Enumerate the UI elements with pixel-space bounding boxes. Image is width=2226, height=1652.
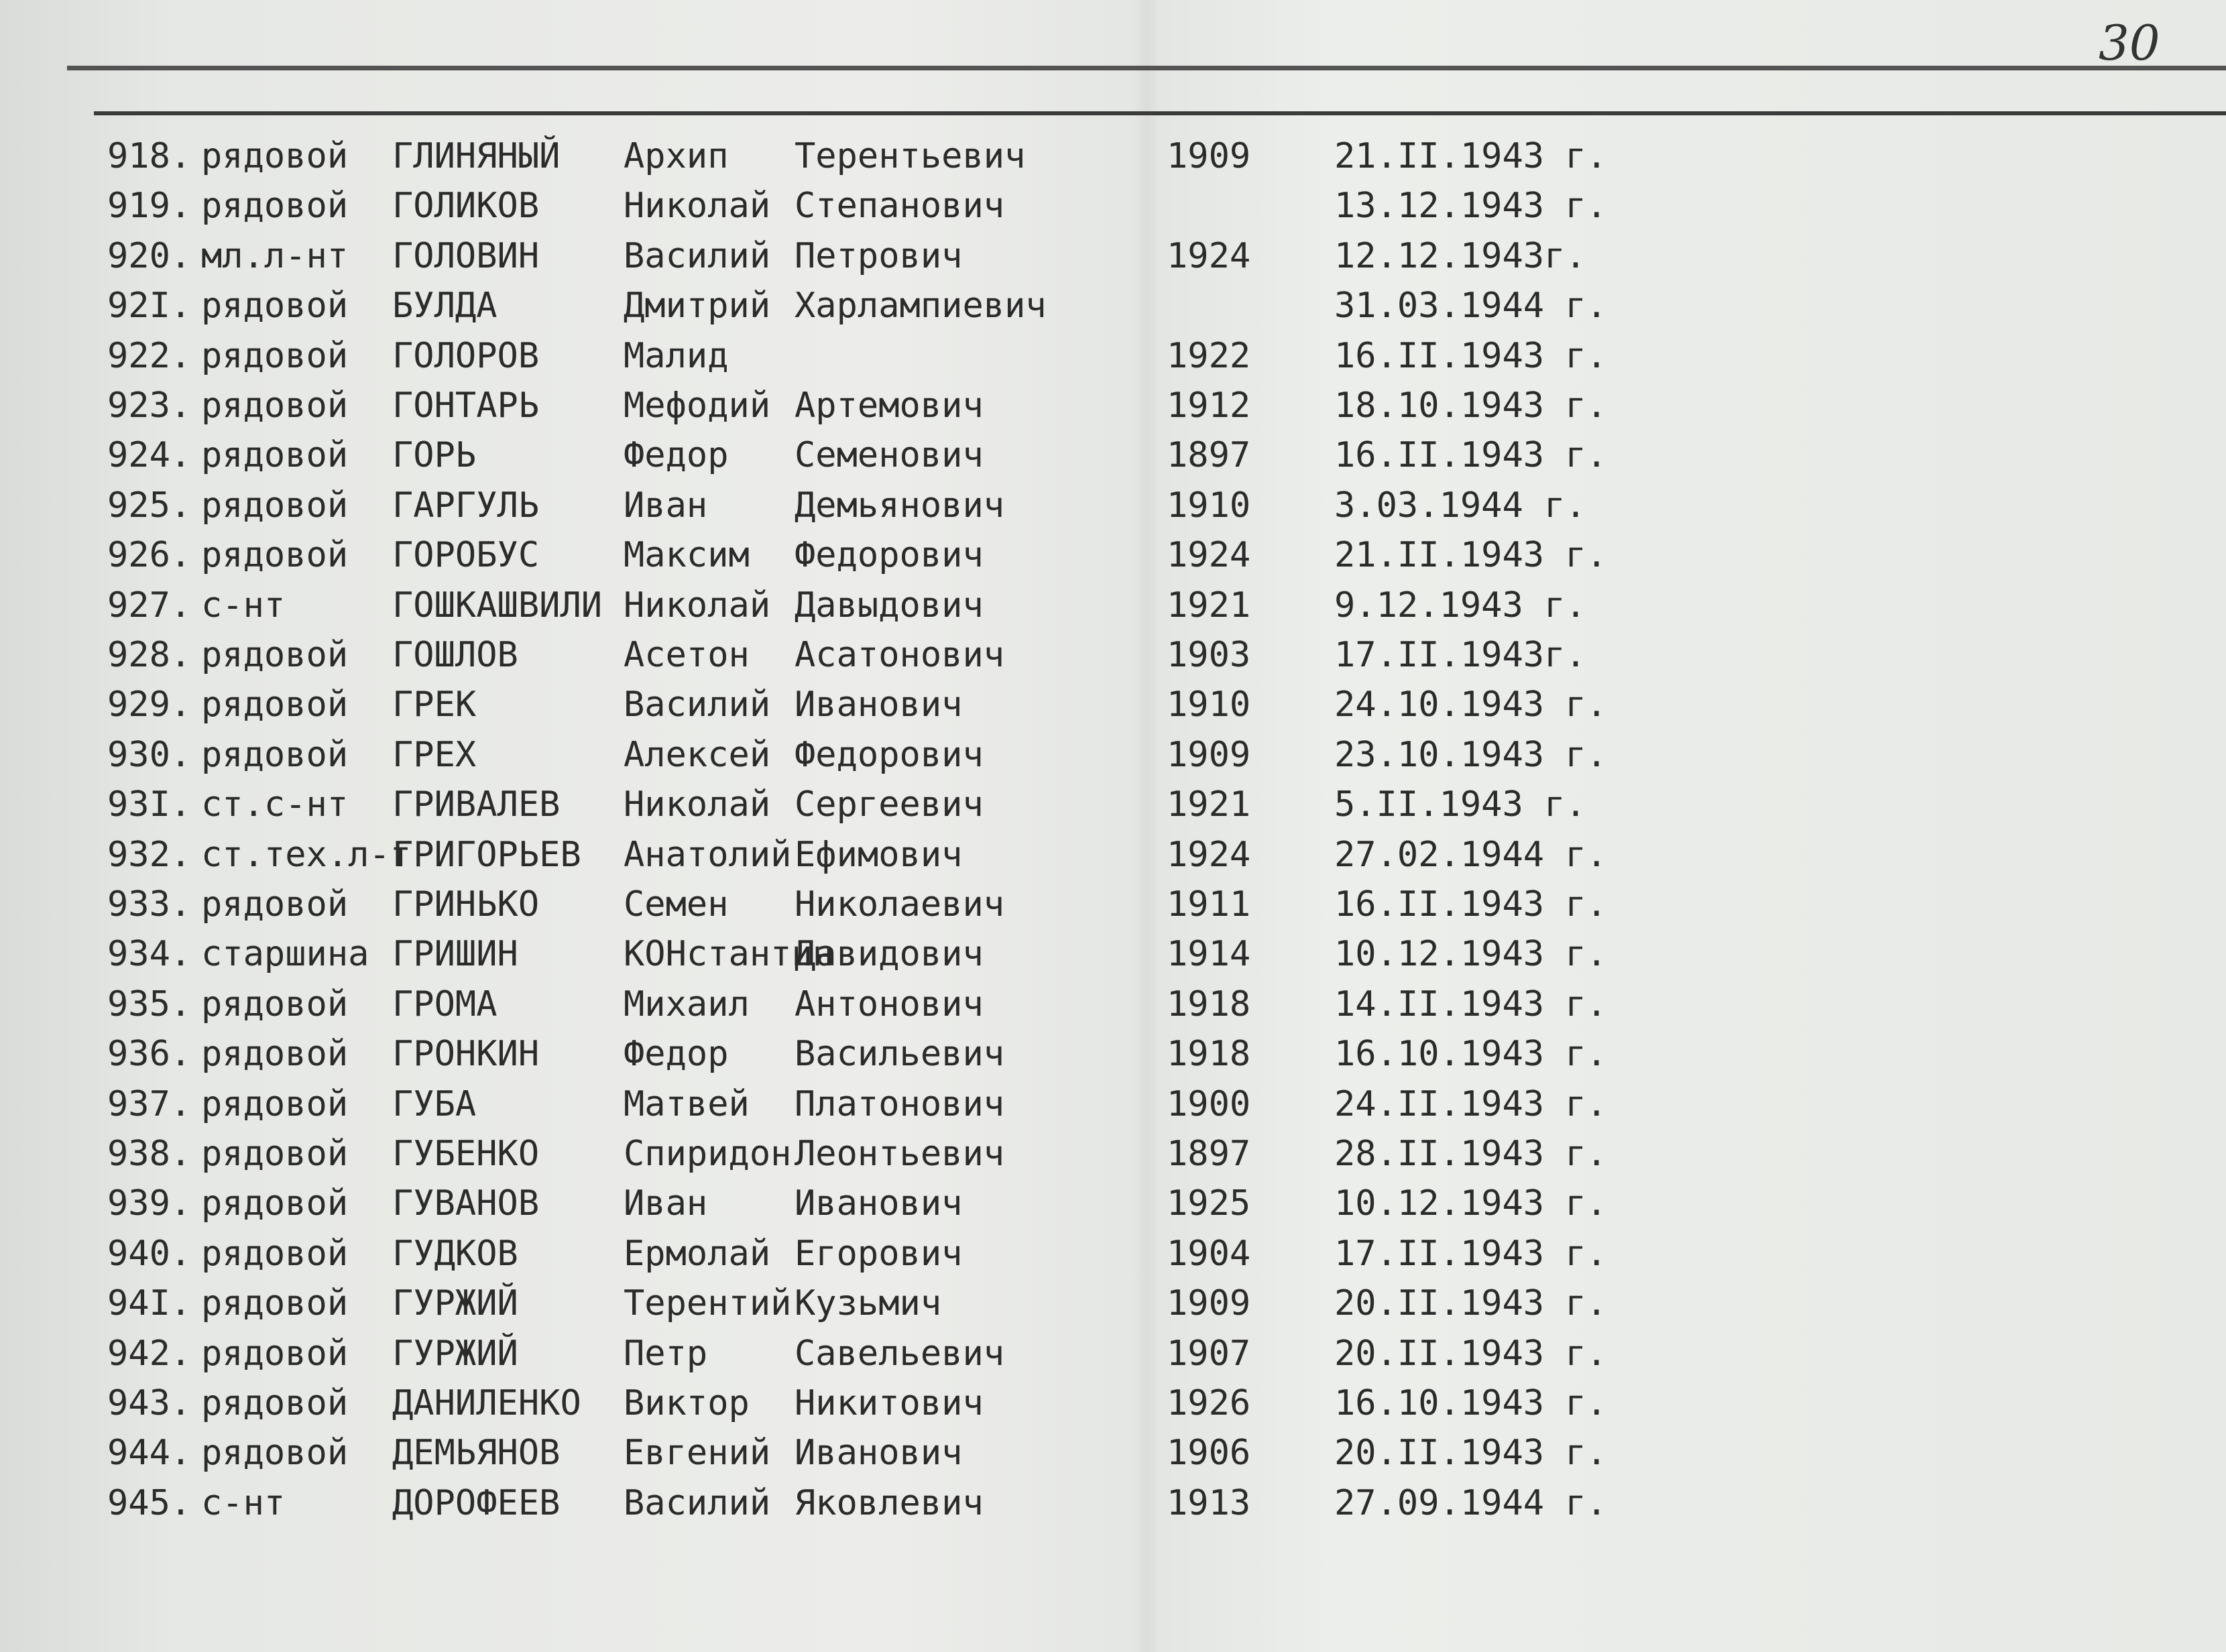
record-date: 20.II.1943 г. (1334, 1333, 1607, 1374)
record-number: 927. (107, 585, 192, 626)
record-last-name: ГОРЬ (392, 435, 477, 476)
record-birth-year: 1907 (1167, 1333, 1251, 1374)
record-number: 942. (107, 1333, 192, 1374)
record-patronymic: Кузьмич (795, 1283, 942, 1324)
record-date: 3.03.1944 г. (1334, 485, 1586, 526)
header-rule-top (67, 66, 2226, 70)
record-patronymic: Савельевич (795, 1333, 1005, 1374)
record-rank: мл.л-нт (201, 235, 349, 276)
record-date: 17.II.1943 г. (1334, 1233, 1607, 1274)
list-item (0, 1079, 2226, 1129)
record-last-name: ДОРОФЕЕВ (392, 1482, 561, 1523)
record-birth-year: 1924 (1167, 235, 1251, 276)
record-last-name: ГУРЖИЙ (392, 1283, 518, 1324)
record-last-name: ГАРГУЛЬ (392, 485, 540, 526)
record-last-name: ГОНТАРЬ (392, 386, 540, 426)
list-item (0, 880, 2226, 929)
record-patronymic: Иванович (795, 1433, 963, 1474)
record-first-name: Терентий (624, 1283, 792, 1324)
list-item (0, 181, 2226, 231)
record-first-name: Николай (624, 585, 771, 626)
record-number: 925. (107, 485, 192, 526)
list-item (0, 929, 2226, 979)
record-date: 16.II.1943 г. (1334, 435, 1607, 476)
record-rank: рядовой (201, 1183, 349, 1224)
record-birth-year: 1926 (1167, 1383, 1251, 1423)
record-rank: рядовой (201, 485, 349, 526)
record-birth-year: 1911 (1167, 884, 1251, 925)
record-rank: рядовой (201, 136, 349, 176)
record-date: 20.II.1943 г. (1334, 1433, 1607, 1474)
record-date: 27.09.1944 г. (1334, 1482, 1607, 1523)
record-first-name: Иван (624, 485, 708, 526)
list-item (0, 1329, 2226, 1378)
list-item (0, 730, 2226, 780)
record-first-name: Виктор (624, 1383, 750, 1423)
record-patronymic: Иванович (795, 685, 963, 725)
record-first-name: Максим (624, 535, 750, 576)
list-item (0, 1378, 2226, 1428)
record-birth-year: 1921 (1167, 585, 1251, 626)
list-item (0, 430, 2226, 480)
list-item (0, 581, 2226, 630)
list-item (0, 1279, 2226, 1328)
record-number: 937. (107, 1083, 192, 1124)
record-number: 930. (107, 734, 192, 775)
record-birth-year: 1897 (1167, 435, 1251, 476)
record-birth-year: 1910 (1167, 485, 1251, 526)
record-birth-year: 1922 (1167, 335, 1251, 376)
record-date: 16.10.1943 г. (1334, 1034, 1607, 1075)
record-birth-year: 1909 (1167, 734, 1251, 775)
header-rule-bottom (94, 111, 2226, 115)
record-rank: рядовой (201, 1233, 349, 1274)
record-number: 938. (107, 1134, 192, 1174)
list-item (0, 680, 2226, 729)
record-birth-year: 1913 (1167, 1482, 1251, 1523)
record-last-name: ГРИВАЛЕВ (392, 784, 561, 825)
record-first-name: Малид (624, 335, 729, 376)
record-first-name: Евгений (624, 1433, 771, 1474)
record-date: 24.II.1943 г. (1334, 1083, 1607, 1124)
record-last-name: ДАНИЛЕНКО (392, 1383, 581, 1423)
record-birth-year: 1914 (1167, 934, 1251, 975)
record-last-name: ГУБА (392, 1083, 477, 1124)
record-birth-year: 1903 (1167, 635, 1251, 675)
record-birth-year: 1918 (1167, 984, 1251, 1024)
record-rank: рядовой (201, 685, 349, 725)
record-last-name: ГОШКАШВИЛИ (392, 585, 603, 626)
list-item (0, 1179, 2226, 1228)
record-birth-year: 1912 (1167, 386, 1251, 426)
record-rank: рядовой (201, 734, 349, 775)
record-last-name: ГРЕК (392, 685, 477, 725)
list-item (0, 980, 2226, 1029)
record-patronymic: Ефимович (795, 834, 963, 875)
record-patronymic: Егорович (795, 1233, 963, 1274)
record-birth-year: 1904 (1167, 1233, 1251, 1274)
record-first-name: КОНстантин (624, 934, 834, 975)
record-date: 20.II.1943 г. (1334, 1283, 1607, 1324)
record-rank: рядовой (201, 1383, 349, 1423)
record-rank: рядовой (201, 435, 349, 476)
list-item (0, 630, 2226, 680)
record-patronymic: Федорович (795, 535, 984, 576)
record-last-name: ГРИНЬКО (392, 884, 540, 925)
record-patronymic: Артемович (795, 386, 984, 426)
record-patronymic: Асатонович (795, 635, 1005, 675)
record-number: 919. (107, 186, 192, 227)
record-date: 5.II.1943 г. (1334, 784, 1586, 825)
record-last-name: ГУБЕНКО (392, 1134, 540, 1174)
list-item (0, 131, 2226, 181)
record-patronymic: Демьянович (795, 485, 1005, 526)
record-number: 926. (107, 535, 192, 576)
list-item (0, 1029, 2226, 1079)
list-item (0, 780, 2226, 829)
record-date: 17.II.1943г. (1334, 635, 1586, 675)
record-birth-year: 1918 (1167, 1034, 1251, 1075)
record-date: 27.02.1944 г. (1334, 834, 1607, 875)
record-patronymic: Антонович (795, 984, 984, 1024)
record-date: 10.12.1943 г. (1334, 1183, 1607, 1224)
record-date: 24.10.1943 г. (1334, 685, 1607, 725)
record-date: 16.10.1943 г. (1334, 1383, 1607, 1423)
list-item (0, 231, 2226, 281)
record-number: 923. (107, 386, 192, 426)
record-date: 13.12.1943 г. (1334, 186, 1607, 227)
record-rank: рядовой (201, 535, 349, 576)
record-patronymic: Федорович (795, 734, 984, 775)
record-number: 932. (107, 834, 192, 875)
record-last-name: ДЕМЬЯНОВ (392, 1433, 561, 1474)
record-rank: с-нт (201, 585, 286, 626)
page-number: 30 (2099, 15, 2160, 71)
record-first-name: Василий (624, 1482, 771, 1523)
record-first-name: Федор (624, 1034, 729, 1075)
list-item (0, 1229, 2226, 1279)
record-number: 93I. (107, 784, 192, 825)
record-rank: рядовой (201, 1083, 349, 1124)
record-birth-year: 1924 (1167, 535, 1251, 576)
record-first-name: Николай (624, 784, 771, 825)
record-patronymic: Семенович (795, 435, 984, 476)
record-first-name: Алексей (624, 734, 771, 775)
record-number: 945. (107, 1482, 192, 1523)
record-birth-year: 1910 (1167, 685, 1251, 725)
record-rank: ст.тех.л-т (201, 834, 412, 875)
list-item (0, 530, 2226, 580)
record-rank: рядовой (201, 1283, 349, 1324)
list-item (0, 481, 2226, 530)
record-first-name: Мефодий (624, 386, 771, 426)
record-first-name: Дмитрий (624, 286, 771, 327)
record-patronymic: Иванович (795, 1183, 963, 1224)
record-date: 21.II.1943 г. (1334, 535, 1607, 576)
record-birth-year: 1900 (1167, 1083, 1251, 1124)
record-date: 21.II.1943 г. (1334, 136, 1607, 176)
record-patronymic: Харлампиевич (795, 286, 1047, 327)
record-birth-year: 1925 (1167, 1183, 1251, 1224)
record-number: 933. (107, 884, 192, 925)
list-item (0, 1428, 2226, 1478)
record-date: 16.II.1943 г. (1334, 335, 1607, 376)
record-birth-year: 1921 (1167, 784, 1251, 825)
record-rank: рядовой (201, 335, 349, 376)
record-rank: рядовой (201, 286, 349, 327)
record-date: 16.II.1943 г. (1334, 884, 1607, 925)
record-patronymic: Петрович (795, 235, 963, 276)
record-date: 31.03.1944 г. (1334, 286, 1607, 327)
record-number: 92I. (107, 286, 192, 327)
record-first-name: Василий (624, 235, 771, 276)
list-item (0, 381, 2226, 430)
record-first-name: Асетон (624, 635, 750, 675)
record-number: 936. (107, 1034, 192, 1075)
record-date: 14.II.1943 г. (1334, 984, 1607, 1024)
record-last-name: ГРОМА (392, 984, 497, 1024)
record-rank: старшина (201, 934, 369, 975)
record-rank: с-нт (201, 1482, 286, 1523)
record-first-name: Иван (624, 1183, 708, 1224)
record-first-name: Петр (624, 1333, 708, 1374)
record-last-name: ГЛИНЯНЫЙ (392, 136, 561, 176)
record-date: 10.12.1943 г. (1334, 934, 1607, 975)
record-last-name: ГУВАНОВ (392, 1183, 540, 1224)
record-rank: ст.с-нт (201, 784, 349, 825)
record-first-name: Анатолий (624, 834, 792, 875)
record-first-name: Василий (624, 685, 771, 725)
list-item (0, 331, 2226, 381)
record-last-name: ГРИГОРЬЕВ (392, 834, 581, 875)
record-patronymic: Платонович (795, 1083, 1005, 1124)
record-first-name: Михаил (624, 984, 750, 1024)
record-first-name: Спиридон (624, 1134, 792, 1174)
record-number: 943. (107, 1383, 192, 1423)
record-first-name: Матвей (624, 1083, 750, 1124)
record-number: 920. (107, 235, 192, 276)
record-rank: рядовой (201, 1433, 349, 1474)
record-last-name: ГОРОБУС (392, 535, 540, 576)
record-rank: рядовой (201, 1034, 349, 1075)
record-patronymic: Яковлевич (795, 1482, 984, 1523)
list-item (0, 1478, 2226, 1528)
record-number: 944. (107, 1433, 192, 1474)
record-date: 23.10.1943 г. (1334, 734, 1607, 775)
record-birth-year: 1924 (1167, 834, 1251, 875)
record-rank: рядовой (201, 186, 349, 227)
record-patronymic: Степанович (795, 186, 1005, 227)
record-rank: рядовой (201, 984, 349, 1024)
record-rank: рядовой (201, 1333, 349, 1374)
record-number: 918. (107, 136, 192, 176)
record-date: 28.II.1943 г. (1334, 1134, 1607, 1174)
record-number: 934. (107, 934, 192, 975)
record-last-name: ГУРЖИЙ (392, 1333, 518, 1374)
record-patronymic: Давыдович (795, 585, 984, 626)
record-number: 935. (107, 984, 192, 1024)
list-item (0, 1129, 2226, 1179)
record-birth-year: 1906 (1167, 1433, 1251, 1474)
record-last-name: БУЛДА (392, 286, 497, 327)
record-rank: рядовой (201, 386, 349, 426)
record-patronymic: Никитович (795, 1383, 984, 1423)
record-last-name: ГУДКОВ (392, 1233, 518, 1274)
record-last-name: ГРИШИН (392, 934, 518, 975)
record-birth-year: 1897 (1167, 1134, 1251, 1174)
record-first-name: Архип (624, 136, 729, 176)
list-item (0, 281, 2226, 331)
record-first-name: Николай (624, 186, 771, 227)
record-rank: рядовой (201, 884, 349, 925)
list-item (0, 830, 2226, 880)
record-number: 940. (107, 1233, 192, 1274)
record-birth-year: 1909 (1167, 136, 1251, 176)
record-number: 939. (107, 1183, 192, 1224)
record-last-name: ГОШЛОВ (392, 635, 518, 675)
record-birth-year: 1909 (1167, 1283, 1251, 1324)
record-date: 18.10.1943 г. (1334, 386, 1607, 426)
record-number: 922. (107, 335, 192, 376)
record-rank: рядовой (201, 1134, 349, 1174)
record-first-name: Семен (624, 884, 729, 925)
record-last-name: ГРЕХ (392, 734, 477, 775)
record-patronymic: Васильевич (795, 1034, 1005, 1075)
record-patronymic: Сергеевич (795, 784, 984, 825)
record-number: 929. (107, 685, 192, 725)
record-patronymic: Леонтьевич (795, 1134, 1005, 1174)
record-first-name: Федор (624, 435, 729, 476)
record-last-name: ГРОНКИН (392, 1034, 540, 1075)
record-number: 94I. (107, 1283, 192, 1324)
record-patronymic: Терентьевич (795, 136, 1026, 176)
record-first-name: Ермолай (624, 1233, 771, 1274)
record-rank: рядовой (201, 635, 349, 675)
record-last-name: ГОЛОРОВ (392, 335, 540, 376)
record-number: 928. (107, 635, 192, 675)
record-patronymic: Давидович (795, 934, 984, 975)
record-patronymic: Николаевич (795, 884, 1005, 925)
record-number: 924. (107, 435, 192, 476)
record-date: 9.12.1943 г. (1334, 585, 1586, 626)
record-last-name: ГОЛИКОВ (392, 186, 540, 227)
record-date: 12.12.1943г. (1334, 235, 1586, 276)
record-last-name: ГОЛОВИН (392, 235, 540, 276)
